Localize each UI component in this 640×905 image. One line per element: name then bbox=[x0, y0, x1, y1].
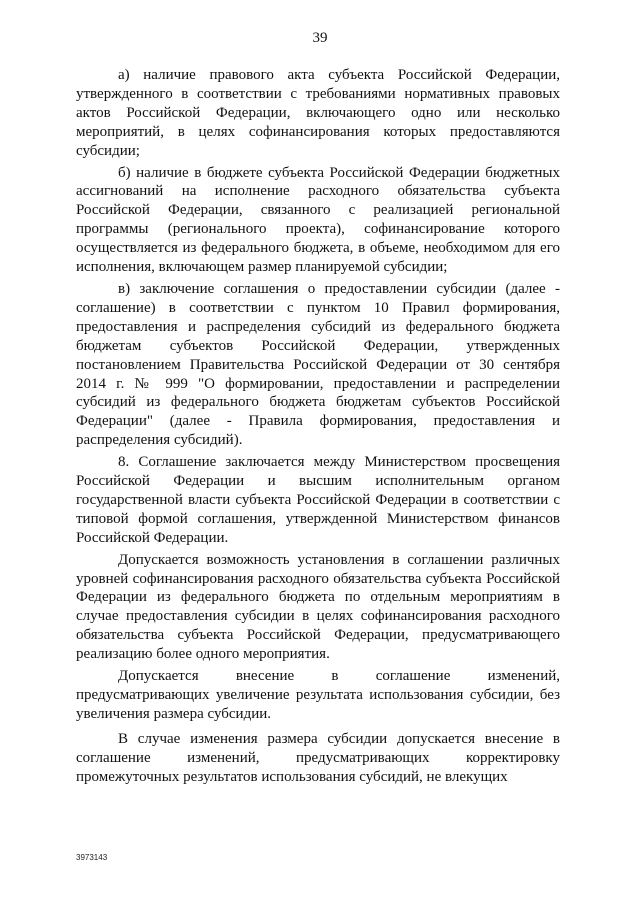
paragraph-8: 8. Соглашение заключается между Министерством просвещения Российской Федерации и высшим исполнительным органом государственной власти субъекта Российской Федерации в соответствии с типовой формой соглашения, утвержденной Министерством финансов Российской Федерации. bbox=[76, 454, 560, 546]
document-code: 3973143 bbox=[76, 853, 108, 862]
page-number: 39 bbox=[312, 30, 328, 46]
document-body bbox=[76, 66, 560, 790]
paragraph-changes-size: В случае изменения размера субсидии допускается внесение в соглашение изменений, предусматривающих корректировку промежуточных результатов использования субсидий, не влекущих bbox=[76, 730, 560, 785]
paragraph-a: а) наличие правового акта субъекта Российской Федерации, утвержденного в соответствии с требованиями нормативных правовых актов Российской Федерации, включающего одно или несколько мероприятий, в целях софинансирования которых предоставляются субсидии; bbox=[76, 67, 560, 159]
paragraph-c: в) заключение соглашения о предоставлении субсидии (далее - соглашение) в соответствии с пунктом 10 Правил формирования, предоставления и распределения субсидий из федерального бюджета бюджетам субъектов Российской Федерации, утвержденных постановлением Правительства Российской Федерации от 30 сентября 2014 г. № 999 "О формировании, предоставлении и распределении субсидий из федерального бюджета бюджетам субъектов Российской Федерации" (далее - Правила формирования, предоставления и распределения субсидий). bbox=[76, 280, 560, 449]
paragraph-changes-result: Допускается внесение в соглашение изменений, предусматривающих увеличение результата использования субсидии, без увеличения размера субсидии. bbox=[76, 668, 560, 722]
paragraph-cofinancing-levels: Допускается возможность установления в соглашении различных уровней софинансирования расходного обязательства субъекта Российской Федерации из федерального бюджета по отдельным мероприятиям в случае предоставления субсидии в целях софинансирования расходного обязательства субъекта Российской Федерации, предусматривающего реализацию более одного мероприятия. bbox=[76, 551, 560, 663]
paragraph-b: б) наличие в бюджете субъекта Российской Федерации бюджетных ассигнований на исполнение расходного обязательства субъекта Российской Федерации, связанного с реализацией региональной программы (регионального проекта), софинансирование которого осуществляется из федерального бюджета, в объеме, необходимом для его исполнения, включающем размер планируемой субсидии; bbox=[76, 164, 560, 276]
